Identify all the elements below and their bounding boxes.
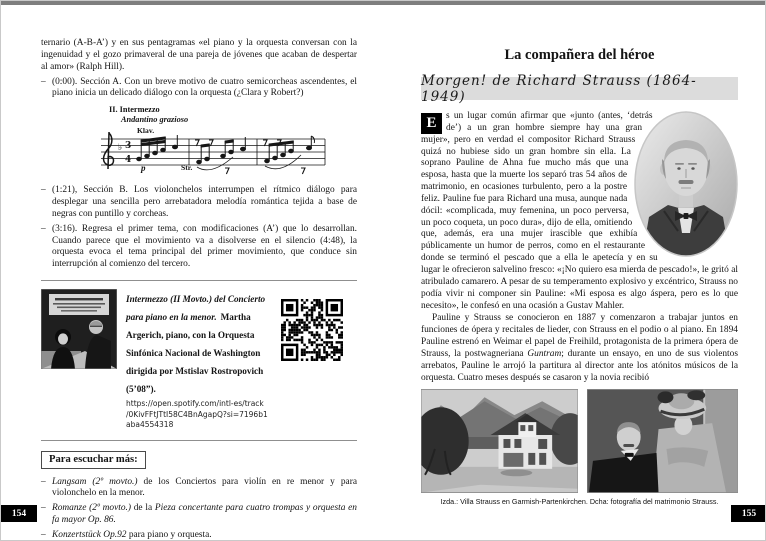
photo-caption: Izda.: Villa Strauss en Garmish-Partenkirchen. Dcha: fotografía del matrimonio Strauss. xyxy=(440,497,719,507)
paragraph-1: s un lugar común afirmar que «junto (antes, ‘detrás de’) a un gran hombre siempre hay una gran mujer», pero en verdad el compositor Richard Strauss quizá no hubiese sido un gran hombre sin ella. La soprano Pauline de Ahna fue mucho más que una esposa, hasta que la muerte los separó tras 54 años de matrimonio, en ocasiones turbulento, pero a la postre feliz. Pauline fue para Richard una musa, aunque nada dócil: «complicada, muy femenina, un poco perversa, un poco coqueta, un poco dura», dijo de ella, omitiendo que, además, era una mujer irascible que exhibía públicamente un humor de perros, como en el restaurante donde se terminó el pescado que a ella le apetecía y en su lugar le ofrecieron salvelino fresco: «¡No quiero esa mierda de pescado!», le gritó al atribulado camarero. A pesar de su temperamento explosivo y excéntrico, Strauss no podía vivir ni componer sin Pauline: «Mi esposa es algo áspera, pero es lo que necesito», le confesó en una ocasión a Gustav Mahler. xyxy=(421,111,738,311)
paragraph-2: Pauline y Strauss se conocieron en 1887 y comenzaron a trabajar juntos en funciones de ópera y recitales de lieder, con Strauss en el podio o al piano. En 1894 Pauline estrenó en Weimar el papel de Freihild, protagonista de la primera ópera de Strauss, la postwagneriana Guntram; durante un ensayo, en uno de sus violentos arrebatos, Pauline le arrojó la partitura al director ante los atónitos músicos de la orquesta. Cuatro meses después se casaron y la novia recibió xyxy=(421,313,738,383)
spotify-url: https://open.spotify.com/intl-es/track /0KivFFtJTtI58C4BnAgapQ?si=7196b1 aba4554318 xyxy=(126,399,268,430)
bullet-dash: – xyxy=(41,476,46,487)
score-title: II. Intermezzo xyxy=(109,105,160,115)
drop-cap: E xyxy=(421,113,442,134)
bullet-dash: – xyxy=(41,185,46,196)
album-cover xyxy=(41,289,117,369)
qr-code xyxy=(281,299,343,361)
right-page xyxy=(421,45,738,506)
score-part-top: Klav. xyxy=(137,126,155,136)
intro-paragraph: ternario (A-B-A’) y en sus pentagramas «el piano y la orquesta conversan con la ingenuidad y el gozo primaveral de una pareja de jóvenes que acaban de despertar al amor» (Ralph Hill). xyxy=(41,38,357,72)
divider-top xyxy=(41,280,357,281)
listen-box xyxy=(41,289,357,431)
bullet-dash: – xyxy=(41,503,46,514)
more-item-3: – Konzertstück Op.92 para piano y orquesta. xyxy=(41,530,212,540)
chapter-title: La compañera del héroe xyxy=(504,47,655,63)
left-page xyxy=(41,38,357,541)
divider-bottom xyxy=(41,440,357,441)
treble-clef-icon xyxy=(104,132,114,169)
bullet-dash: – xyxy=(41,530,46,540)
timeline-item-2: – (1:21), Sección B. Los violonchelos interrumpen el rítmico diálogo para desplegar una sencilla pero arrebatadora melodía romántica tejida a base de negras con puntillo y corcheas. xyxy=(41,185,357,219)
score-tempo: Andantino grazioso xyxy=(121,115,189,125)
bullet-dash: – xyxy=(41,76,46,87)
timeline-item-3: – (3:16). Regresa el primer tema, con modificaciones (A’) que lo desarrollan. Cuando parece que el movimiento va a disolverse en el silencio (4:48), la orquesta evoca el tema principal del primer movimiento, que conduce sin interrupción al comienzo del tercero. xyxy=(41,223,357,270)
strauss-portrait-photo xyxy=(634,111,738,257)
more-item-2: – Romanze (2º movto.) de la Pieza concertante para cuatro trompas y orquesta en fa mayor Op. 86. xyxy=(41,503,357,526)
page-number-left: 154 xyxy=(1,505,37,522)
page-number-right: 155 xyxy=(731,505,766,522)
scan-top-edge xyxy=(1,1,765,5)
track-title: Intermezzo (II Movto.) del Concierto para piano en la menor. xyxy=(126,294,266,323)
svg-text:3: 3 xyxy=(125,141,132,152)
staff-notation xyxy=(97,129,329,179)
listen-text xyxy=(126,289,272,431)
more-listening-heading: Para escuchar más: xyxy=(41,451,146,469)
song-banner-text: Morgen! de Richard Strauss (1864-1949) xyxy=(421,72,697,105)
more-item-1: – Langsam (2º movto.) de los Conciertos para violín en re menor y para violonchelo en la menor. xyxy=(41,476,357,499)
timeline-item-1: – (0:00). Sección A. Con un breve motivo de cuatro semicorcheas ascendentes, el piano inicia un delicado diálogo con la orquesta (¿Clara y Robert?) xyxy=(41,76,357,99)
score-part-bottom: Str. xyxy=(181,163,193,173)
body-text xyxy=(421,111,738,384)
score-dynamic: p xyxy=(141,163,146,174)
score-figure xyxy=(97,105,329,181)
song-banner xyxy=(421,72,738,105)
track-credits: Martha Argerich, piano, con la Orquesta Sinfónica Nacional de Washington dirigida por Mstislav Rostropovich (5’08”). xyxy=(126,312,264,395)
bullet-dash: – xyxy=(41,223,46,234)
svg-text:4: 4 xyxy=(125,155,132,166)
photo-row xyxy=(421,389,738,493)
villa-photo xyxy=(421,389,578,493)
svg-text:♭: ♭ xyxy=(118,143,123,154)
couple-photo xyxy=(587,389,738,493)
